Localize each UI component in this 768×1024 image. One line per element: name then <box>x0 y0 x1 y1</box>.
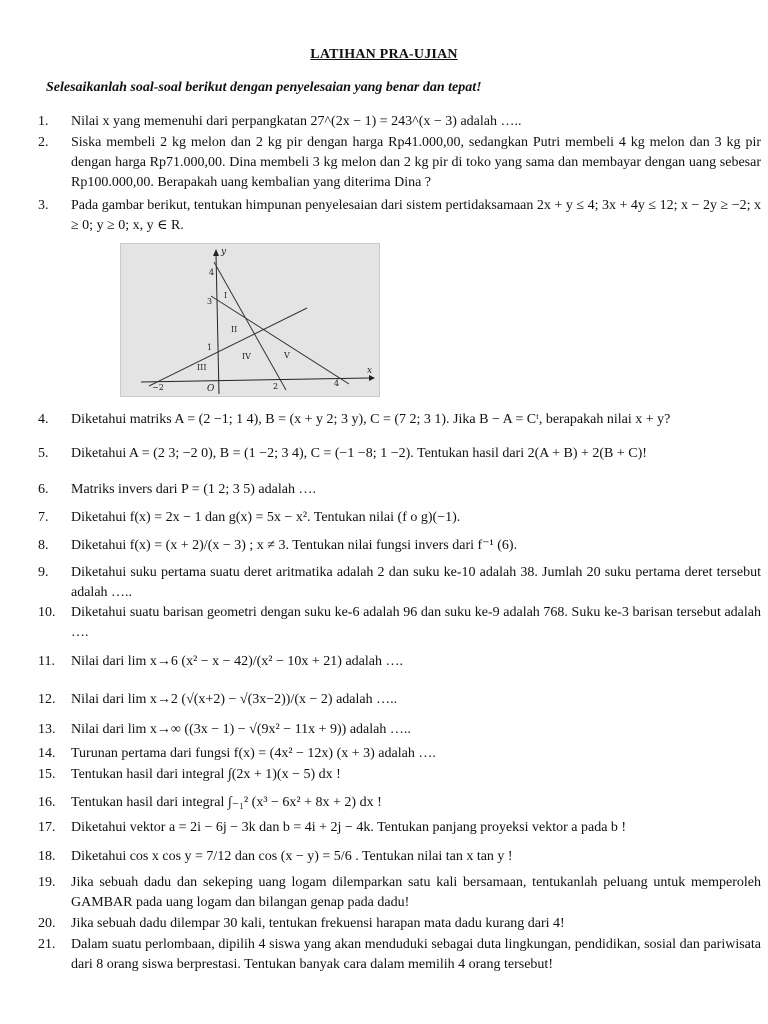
question-text: Diketahui f(x) = (x + 2)/(x − 3) ; x ≠ 3. Tentukan nilai fungsi invers dari f⁻¹ (6). <box>71 538 518 553</box>
x-tick-4: 4 <box>334 379 340 388</box>
question-text: Diketahui f(x) = 2x − 1 dan g(x) = 5x − x². Tentukan nilai (f o g)(−1). <box>71 510 461 525</box>
question-number: 3. <box>38 198 49 213</box>
question-text: Nilai x yang memenuhi dari perpangkatan 27^(2x − 1) = 243^(x − 3) adalah ….. <box>71 114 522 129</box>
question-number: 10. <box>38 605 56 620</box>
question-number: 6. <box>38 482 49 497</box>
linear-program-graph <box>120 243 380 397</box>
y-tick-4: 4 <box>209 268 215 277</box>
question-text: Diketahui suku pertama suatu deret aritmatika adalah 2 dan suku ke-10 adalah 38. Jumlah 20 suku pertama deret tersebut adalah ….. <box>71 565 761 600</box>
question-text: Dalam suatu perlombaan, dipilih 4 siswa yang akan menduduki sebagai duta lingkungan, pendidikan, sosial dan pariwisata dari 8 orang siswa berprestasi. Tentukan banyak cara dalam memilih 4 orang tersebut! <box>71 937 761 972</box>
question-number: 17. <box>38 820 56 835</box>
region-label-iii: III <box>197 363 207 372</box>
region-label-v: V <box>284 351 290 360</box>
question-text: Diketahui matriks A = (2 −1; 1 4), B = (x + y 2; 3 y), C = (7 2; 3 1). Jika B − A = Cᵗ, berapakah nilai x + y? <box>71 412 671 427</box>
question-number: 7. <box>38 510 49 525</box>
question-text: Tentukan hasil dari integral ∫₋₁² (x³ − 6x² + 8x + 2) dx ! <box>71 795 382 810</box>
question-text: Nilai dari lim x→6 (x² − x − 42)/(x² − 10x + 21) adalah …. <box>71 654 403 669</box>
question-number: 12. <box>38 692 56 707</box>
question-number: 8. <box>38 538 49 553</box>
question-text: Nilai dari lim x→∞ ((3x − 1) − √(9x² − 11x + 9)) adalah ….. <box>71 722 411 737</box>
page-title: LATIHAN PRA-UJIAN <box>310 47 458 62</box>
question-number: 2. <box>38 135 49 150</box>
question-number: 18. <box>38 849 56 864</box>
question-text: Jika sebuah dadu dan sekeping uang logam dilemparkan satu kali bersamaan, tentukanlah peluang untuk memperoleh GAMBAR pada uang logam dan bilangan genap pada dadu! <box>71 875 761 910</box>
question-number: 21. <box>38 937 56 952</box>
question-number: 9. <box>38 565 49 580</box>
question-text: Tentukan hasil dari integral ∫(2x + 1)(x − 5) dx ! <box>71 767 341 782</box>
question-number: 14. <box>38 746 56 761</box>
region-label-i: I <box>224 291 228 300</box>
question-number: 4. <box>38 412 49 427</box>
question-text: Diketahui suatu barisan geometri dengan suku ke-6 adalah 96 dan suku ke-9 adalah 768. Suku ke-3 barisan tersebut adalah …. <box>71 605 761 640</box>
region-label-ii: II <box>231 325 238 334</box>
question-number: 5. <box>38 446 49 461</box>
x-tick-2: 2 <box>273 382 279 391</box>
question-text: Diketahui A = (2 3; −2 0), B = (1 −2; 3 4), C = (−1 −8; 1 −2). Tentukan hasil dari 2(A + B) + 2(B + C)! <box>71 446 647 461</box>
question-text: Nilai dari lim x→2 (√(x+2) − √(3x−2))/(x − 2) adalah ….. <box>71 692 398 707</box>
question-number: 15. <box>38 767 56 782</box>
question-text: Turunan pertama dari fungsi f(x) = (4x² − 12x) (x + 3) adalah …. <box>71 746 436 761</box>
question-text: Diketahui cos x cos y = 7/12 dan cos (x − y) = 5/6 . Tentukan nilai tan x tan y ! <box>71 849 513 864</box>
question-number: 1. <box>38 114 49 129</box>
question-number: 16. <box>38 795 56 810</box>
origin-label: O <box>207 384 215 394</box>
region-label-iv: IV <box>242 352 251 361</box>
question-number: 20. <box>38 916 56 931</box>
y-axis <box>216 254 219 394</box>
axis-label-y: y <box>221 247 227 257</box>
question-text: Matriks invers dari P = (1 2; 3 5) adalah …. <box>71 482 316 497</box>
y-tick-3: 3 <box>207 297 213 306</box>
y-tick-1: 1 <box>207 343 213 352</box>
question-text: Siska membeli 2 kg melon dan 2 kg pir dengan harga Rp41.000,00, sedangkan Putri membeli 4 kg melon dan 3 kg pir dengan harga Rp71.000,00. Dina membeli 3 kg melon dan 2 kg pir di toko yang sama dan membayar dengan uang sebesar Rp100.000,00. Berapakah uang kembalian yang diterima Dina ? <box>71 135 761 190</box>
line-2x-plus-y <box>214 262 286 390</box>
axis-label-x: x <box>367 366 373 376</box>
line-x-minus-2y <box>149 308 307 386</box>
question-text: Jika sebuah dadu dilempar 30 kali, tentukan frekuensi harapan mata dadu kurang dari 4! <box>71 916 565 931</box>
question-number: 13. <box>38 722 56 737</box>
y-axis-arrow <box>213 249 219 256</box>
question-number: 19. <box>38 875 56 890</box>
line-3x-plus-4y <box>211 296 349 384</box>
x-tick-neg2: −2 <box>152 383 164 392</box>
question-text: Diketahui vektor a = 2i − 6j − 3k dan b = 4i + 2j − 4k. Tentukan panjang proyeksi vektor a pada b ! <box>71 820 627 835</box>
question-number: 11. <box>38 654 55 669</box>
instruction-text: Selesaikanlah soal-soal berikut dengan penyelesaian yang benar dan tepat! <box>46 80 482 95</box>
question-text: Pada gambar berikut, tentukan himpunan penyelesaian dari sistem pertidaksamaan 2x + y ≤ 4; 3x + 4y ≤ 12; x − 2y ≥ −2; x ≥ 0; y ≥ 0; x, y ∈ R. <box>71 198 761 233</box>
